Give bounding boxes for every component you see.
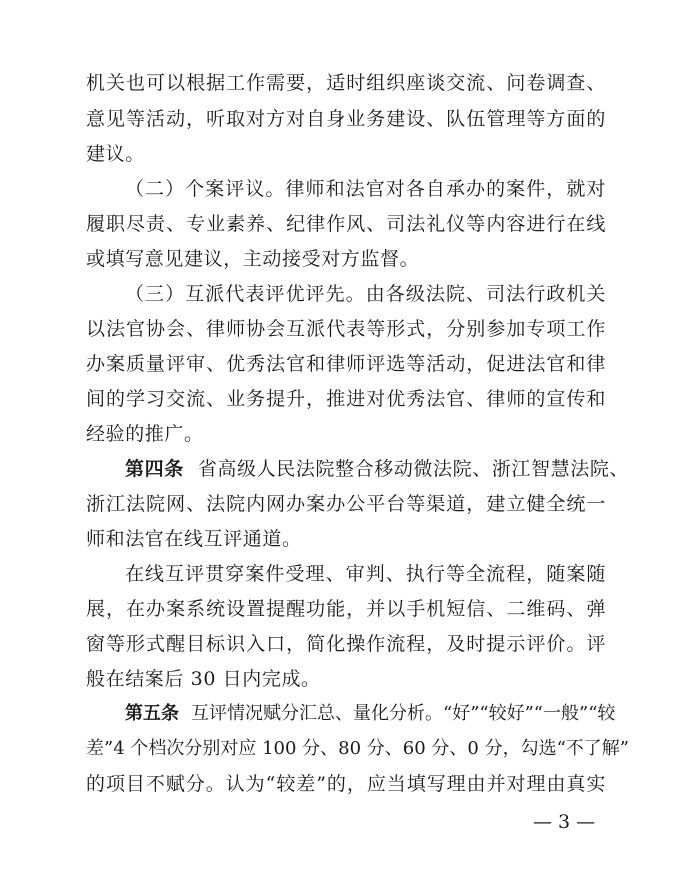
body-line-15: 在线互评贯穿案件受理、审判、执行等全流程，随案随 bbox=[125, 563, 606, 585]
body-line-5: 履职尽责、专业素养、纪律作风、司法礼仪等内容进行在线 bbox=[86, 213, 606, 235]
body-line-11: 经验的推广。 bbox=[86, 423, 204, 445]
body-line-13: 浙江法院网、法院内网办案办公平台等渠道，建立健全统一 bbox=[86, 493, 606, 515]
body-line-20: 差”4 个档次分别对应 100 分、80 分、60 分、0 分，勾选“不了解” bbox=[86, 738, 630, 759]
article-four-line bbox=[125, 457, 645, 481]
body-line-16: 展，在办案系统设置提醒功能，并以手机短信、二维码、弹 bbox=[86, 598, 606, 620]
body-line-14: 师和法官在线互评通道。 bbox=[86, 528, 302, 550]
page-number: — 3 — bbox=[533, 811, 596, 833]
article-five-line bbox=[125, 702, 645, 726]
body-line-21: 的项目不赋分。认为“较差”的，应当填写理由并对理由真实 bbox=[86, 773, 606, 795]
article-four-heading: 第四条 bbox=[125, 458, 184, 480]
article-five-heading: 第五条 bbox=[125, 703, 179, 724]
body-line-6: 或填写意见建议，主动接受对方监督。 bbox=[86, 248, 420, 270]
body-line-17: 窗等形式醒目标识入口，简化操作流程，及时提示评价。评 bbox=[86, 633, 606, 655]
body-line-8: 以法官协会、律师协会互派代表等形式，分别参加专项工作 bbox=[86, 318, 606, 340]
article-five-text: 互评情况赋分汇总、量化分析。“好”“较好”“一般”“较 bbox=[191, 703, 616, 724]
body-line-18: 般在结案后 30 日内完成。 bbox=[86, 668, 321, 690]
body-line-7: （三）互派代表评优评先。由各级法院、司法行政机关 bbox=[125, 283, 606, 305]
body-line-9: 办案质量评审、优秀法官和律师评选等活动，促进法官和律 bbox=[86, 353, 606, 375]
body-line-2: 意见等活动，听取对方对自身业务建设、队伍管理等方面的 bbox=[86, 108, 606, 130]
body-line-3: 建议。 bbox=[86, 143, 145, 165]
body-line-1: 机关也可以根据工作需要，适时组织座谈交流、问卷调查、 bbox=[86, 72, 606, 94]
article-four-text: 省高级人民法院整合移动微法院、浙江智慧法院、 bbox=[197, 458, 630, 480]
body-line-10: 间的学习交流、业务提升，推进对优秀法官、律师的宣传和 bbox=[86, 388, 606, 410]
body-line-4: （二）个案评议。律师和法官对各自承办的案件，就对 bbox=[125, 178, 606, 200]
